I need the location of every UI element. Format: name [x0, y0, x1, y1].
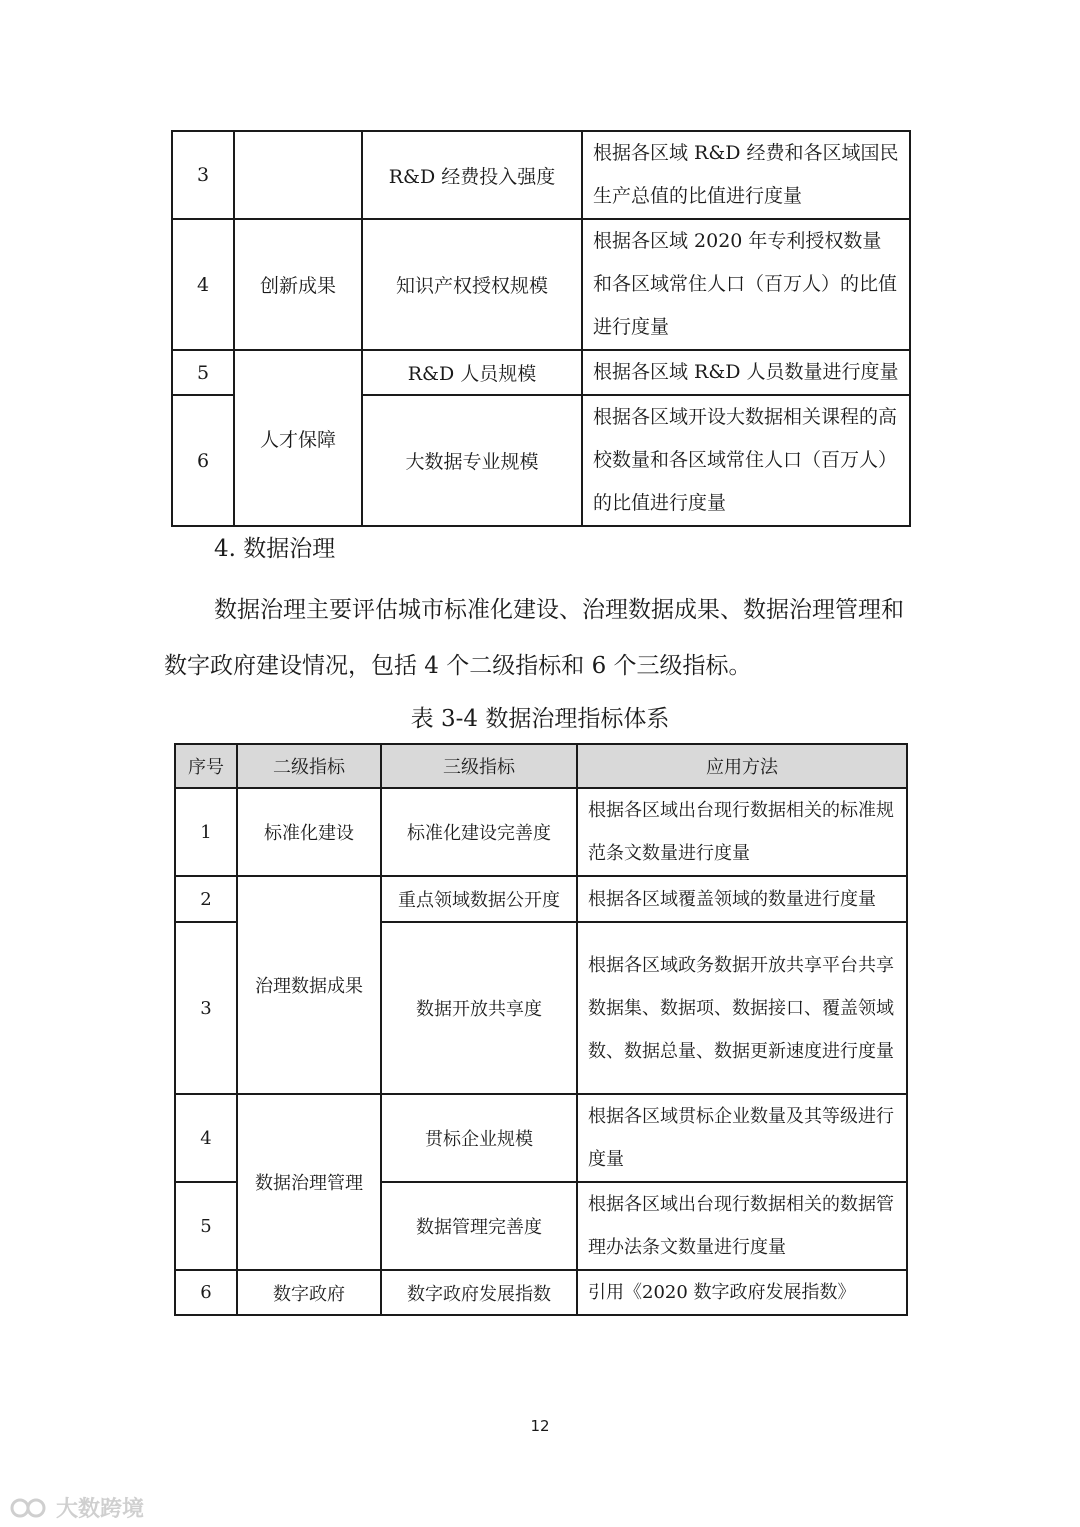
row-number: 3	[175, 922, 237, 1094]
application-method: 根据各区域 R&D 经费和各区域国民生产总值的比值进行度量	[582, 131, 910, 219]
application-method: 根据各区域覆盖领域的数量进行度量	[577, 876, 907, 922]
level2-indicator: 数据治理管理	[237, 1094, 381, 1270]
row-number: 5	[175, 1182, 237, 1270]
row-number: 5	[172, 350, 234, 395]
watermark-logo-icon	[10, 1495, 50, 1521]
application-method: 根据各区域 R&D 人员数量进行度量	[582, 350, 910, 395]
table-row	[175, 876, 907, 922]
table-row	[175, 1270, 907, 1315]
header-method: 应用方法	[577, 744, 907, 788]
row-number: 2	[175, 876, 237, 922]
section-heading: 4. 数据治理	[214, 536, 336, 562]
level2-indicator: 创新成果	[234, 219, 362, 350]
table-row	[172, 219, 910, 350]
level2-indicator	[234, 131, 362, 219]
application-method: 根据各区域 2020 年专利授权数量和各区域常住人口（百万人）的比值进行度量	[582, 219, 910, 350]
page-number: 12	[530, 1417, 550, 1435]
application-method: 引用《2020 数字政府发展指数》	[577, 1270, 907, 1315]
level3-indicator: 数字政府发展指数	[381, 1270, 577, 1315]
level3-indicator: 重点领域数据公开度	[381, 876, 577, 922]
table-row	[172, 350, 910, 395]
row-number: 6	[172, 395, 234, 526]
application-method: 根据各区域贯标企业数量及其等级进行度量	[577, 1094, 907, 1182]
level3-indicator: 知识产权授权规模	[362, 219, 582, 350]
row-number: 1	[175, 788, 237, 876]
table-header-row	[175, 744, 907, 788]
section-paragraph: 数据治理主要评估城市标准化建设、治理数据成果、数据治理管理和数字政府建设情况，包括 4 个二级指标和 6 个三级指标。	[164, 597, 904, 679]
level2-indicator: 标准化建设	[237, 788, 381, 876]
application-method: 根据各区域出台现行数据相关的标准规范条文数量进行度量	[577, 788, 907, 876]
row-number: 4	[175, 1094, 237, 1182]
table-row	[175, 788, 907, 876]
header-number: 序号	[175, 744, 237, 788]
application-method: 根据各区域政务数据开放共享平台共享数据集、数据项、数据接口、覆盖领域数、数据总量、数据更新速度进行度量	[577, 922, 907, 1094]
table-caption: 表 3-4 数据治理指标体系	[410, 706, 670, 732]
table-row	[172, 131, 910, 219]
data-governance-indicator-table	[174, 743, 908, 1316]
watermark-text: 大数跨境	[56, 1497, 145, 1522]
header-level3: 三级指标	[381, 744, 577, 788]
application-method: 根据各区域出台现行数据相关的数据管理办法条文数量进行度量	[577, 1182, 907, 1270]
row-number: 3	[172, 131, 234, 219]
indicator-table-continued	[171, 130, 911, 527]
level3-indicator: R&D 人员规模	[362, 350, 582, 395]
level3-indicator: 数据管理完善度	[381, 1182, 577, 1270]
application-method: 根据各区域开设大数据相关课程的高校数量和各区域常住人口（百万人）的比值进行度量	[582, 395, 910, 526]
level3-indicator: 大数据专业规模	[362, 395, 582, 526]
watermark	[10, 1492, 144, 1523]
level3-indicator: R&D 经费投入强度	[362, 131, 582, 219]
table-row	[175, 1094, 907, 1182]
level3-indicator: 标准化建设完善度	[381, 788, 577, 876]
row-number: 6	[175, 1270, 237, 1315]
level3-indicator: 贯标企业规模	[381, 1094, 577, 1182]
level3-indicator: 数据开放共享度	[381, 922, 577, 1094]
header-level2: 二级指标	[237, 744, 381, 788]
level2-indicator: 人才保障	[234, 350, 362, 526]
level2-indicator: 治理数据成果	[237, 876, 381, 1094]
row-number: 4	[172, 219, 234, 350]
level2-indicator: 数字政府	[237, 1270, 381, 1315]
